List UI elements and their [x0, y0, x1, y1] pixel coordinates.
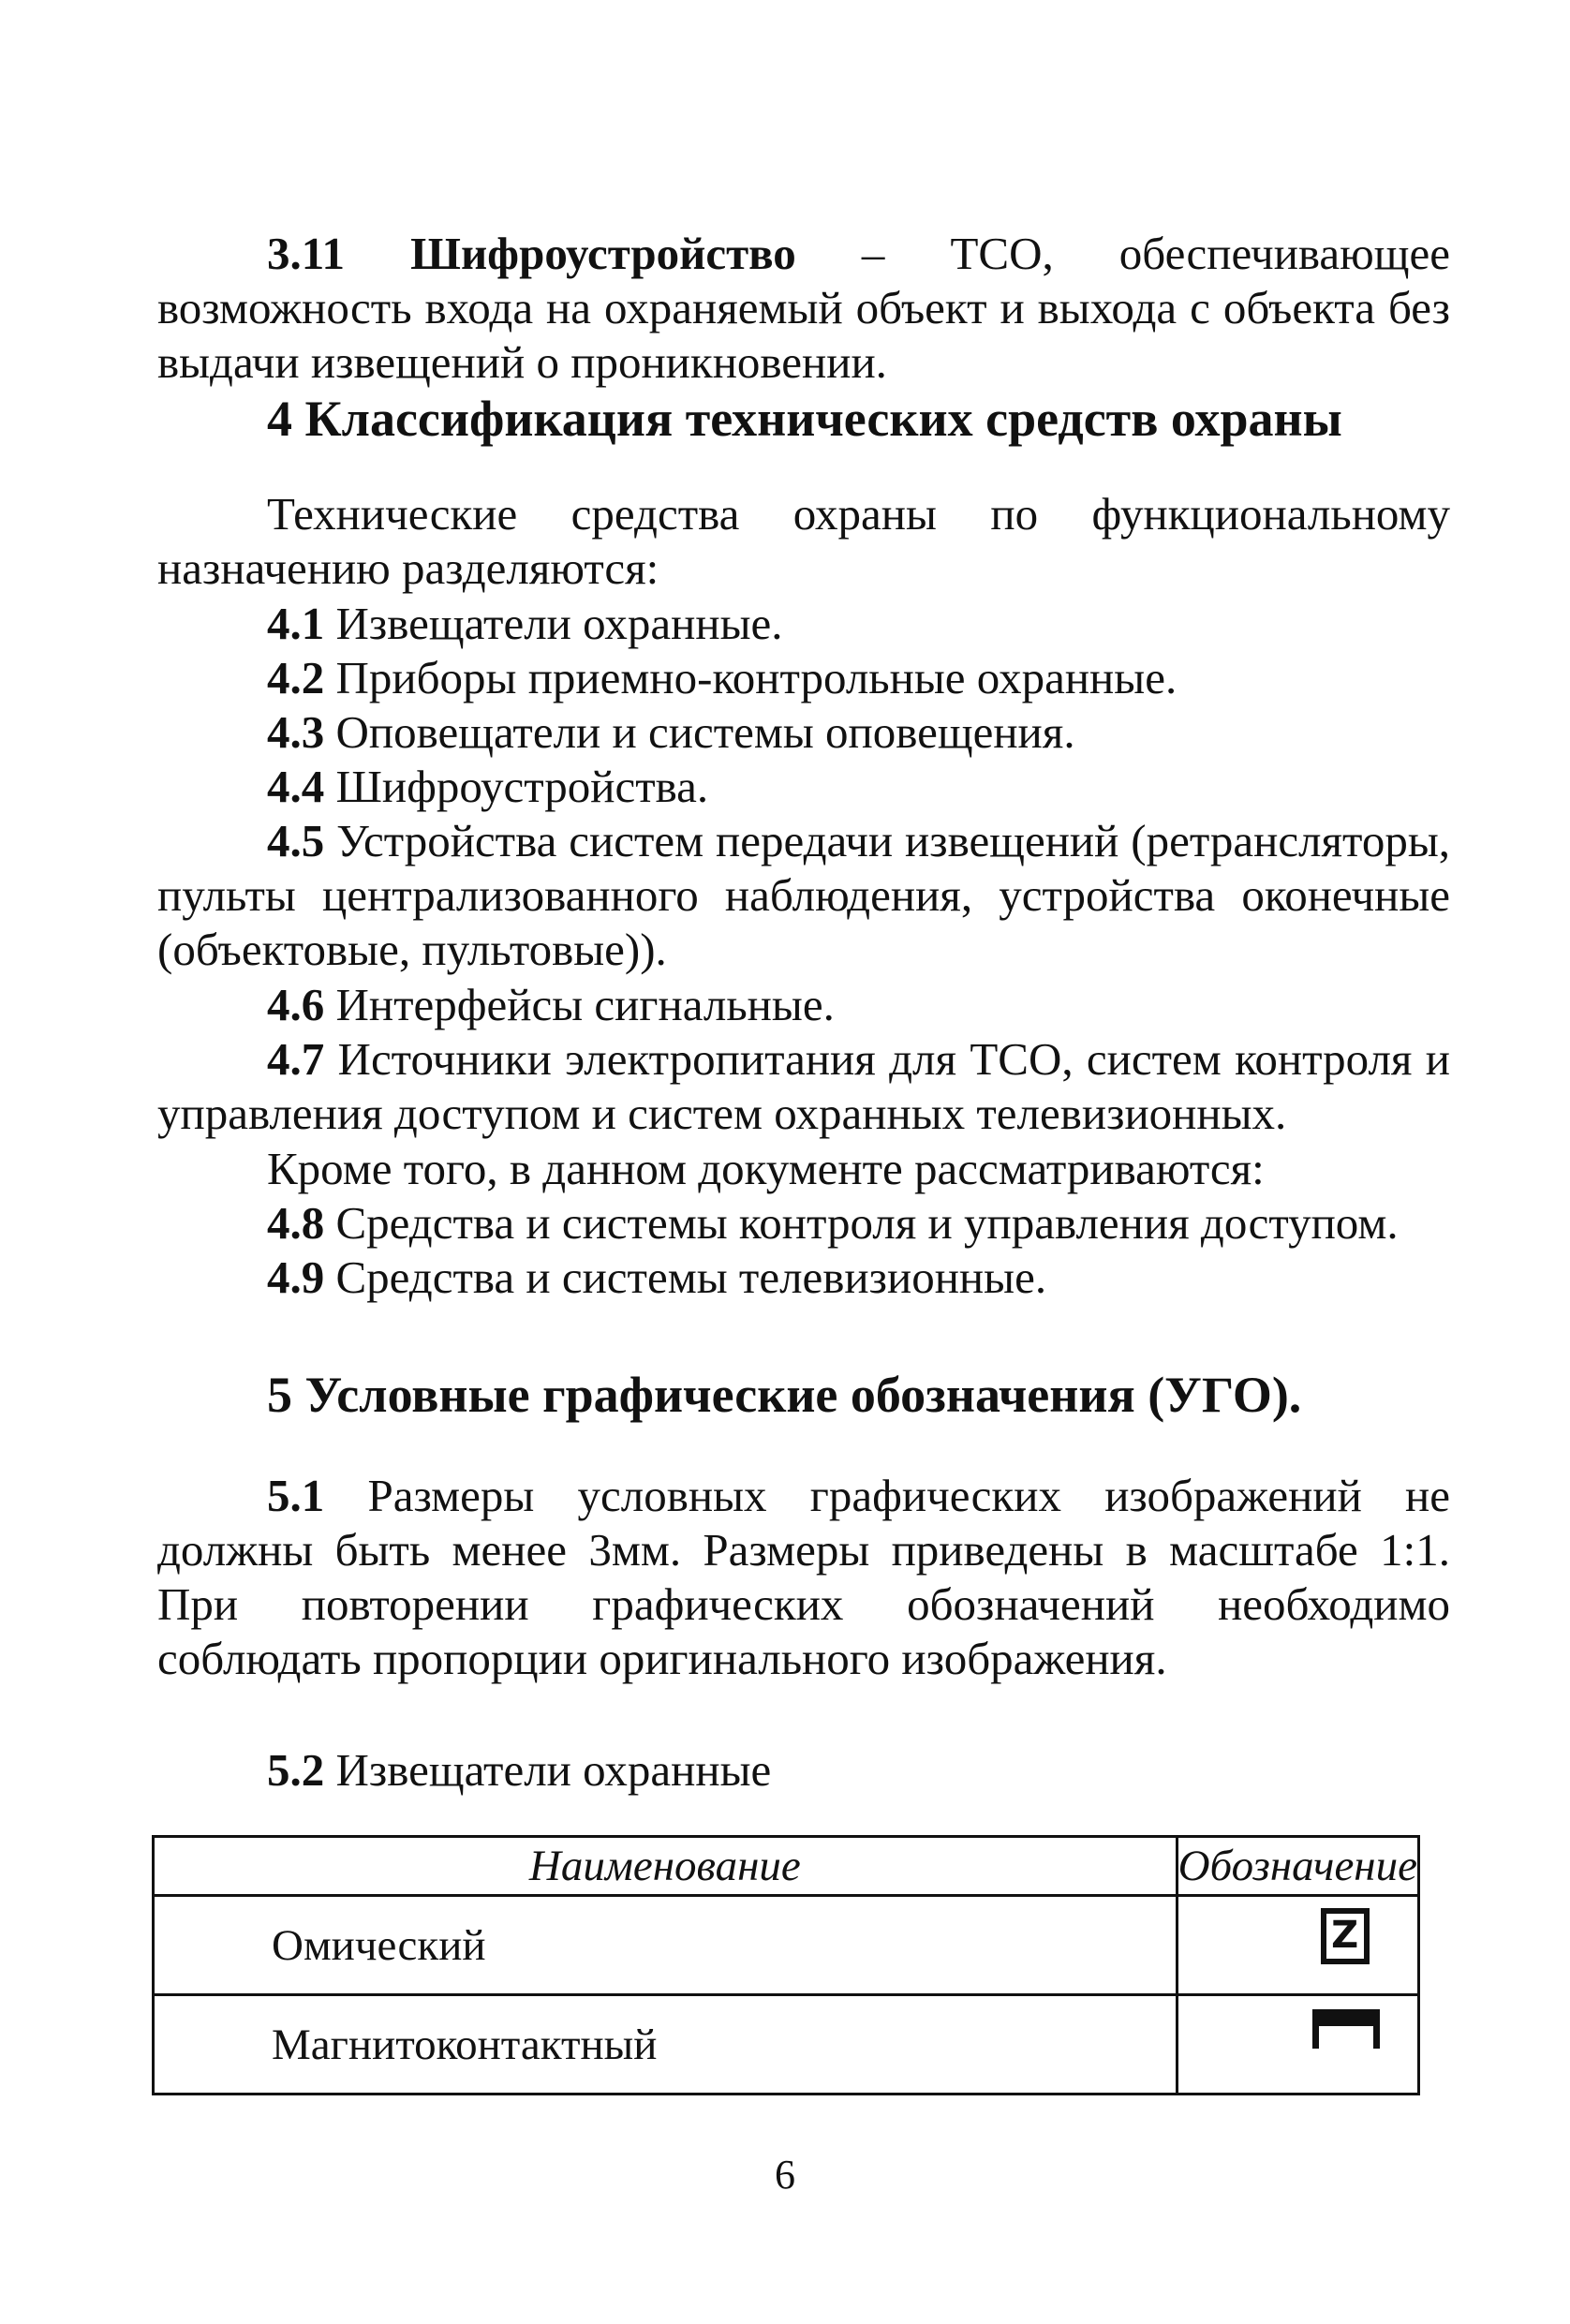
table-row — [154, 1995, 1419, 2095]
page-number: 6 — [775, 2152, 795, 2198]
list-item: 4.1 Извещатели охранные. — [267, 598, 783, 649]
list-item: 4.8 Средства и системы контроля и управления доступом. — [267, 1197, 1399, 1249]
detector-name: Омический — [154, 1896, 1178, 1995]
column-header-symbol: Обозначение — [1177, 1837, 1418, 1896]
list-item: 4.7 Источники электропитания для ТСО, систем контроля и управления доступом и систем охранных телевизионных. — [157, 1033, 1450, 1139]
paragraph-5-1: 5.1 Размеры условных графических изображений не должны быть менее 3мм. Размеры приведены в масштабе 1:1. При повторении графических обозначений необходимо соблюдать пропорции оригинального изображения. — [157, 1470, 1450, 1684]
detector-name: Магнитоконтактный — [154, 1995, 1178, 2095]
section-number: 3.11 — [267, 228, 346, 279]
detector-symbol-cell — [1177, 1896, 1418, 1995]
detector-symbol-cell — [1177, 1995, 1418, 2095]
list-item: 4.3 Оповещатели и системы оповещения. — [267, 706, 1075, 758]
column-header-name: Наименование — [154, 1837, 1178, 1896]
list-item: 4.9 Средства и системы телевизионные. — [267, 1251, 1047, 1303]
term: Шифроустройство — [410, 228, 796, 279]
z-box-icon: Z — [1321, 1908, 1370, 1964]
detectors-table — [152, 1835, 1420, 2095]
paragraph-5-2: 5.2 Извещатели охранные — [267, 1744, 772, 1796]
magnetic-contact-icon — [1312, 2009, 1380, 2049]
table-row — [154, 1896, 1419, 1995]
table-header-row — [154, 1837, 1419, 1896]
section-4-heading: 4 Классификация технических средств охраны — [267, 391, 1342, 447]
section-5-heading: 5 Условные графические обозначения (УГО). — [267, 1367, 1302, 1423]
list-item: 4.5 Устройства систем передачи извещений (ретрансляторы, пульты централизованного наблюдения, устройства оконечные (объектовые, пультовые)). — [157, 815, 1450, 975]
paragraph-3-11 — [157, 227, 1450, 390]
list-item: 4.2 Приборы приемно-контрольные охранные. — [267, 652, 1178, 703]
list-item: 4.6 Интерфейсы сигнальные. — [267, 979, 835, 1030]
list-item: 4.4 Шифроустройства. — [267, 761, 709, 812]
additional-intro: Кроме того, в данном документе рассматриваются: — [267, 1143, 1265, 1194]
definition-text: – ТСО, обеспечивающее возможность входа на охраняемый объект и выхода с объекта без выдачи извещений о проникновении. — [157, 228, 1451, 388]
section-4-intro: Технические средства охраны по функциональному назначению разделяются: — [157, 488, 1450, 594]
